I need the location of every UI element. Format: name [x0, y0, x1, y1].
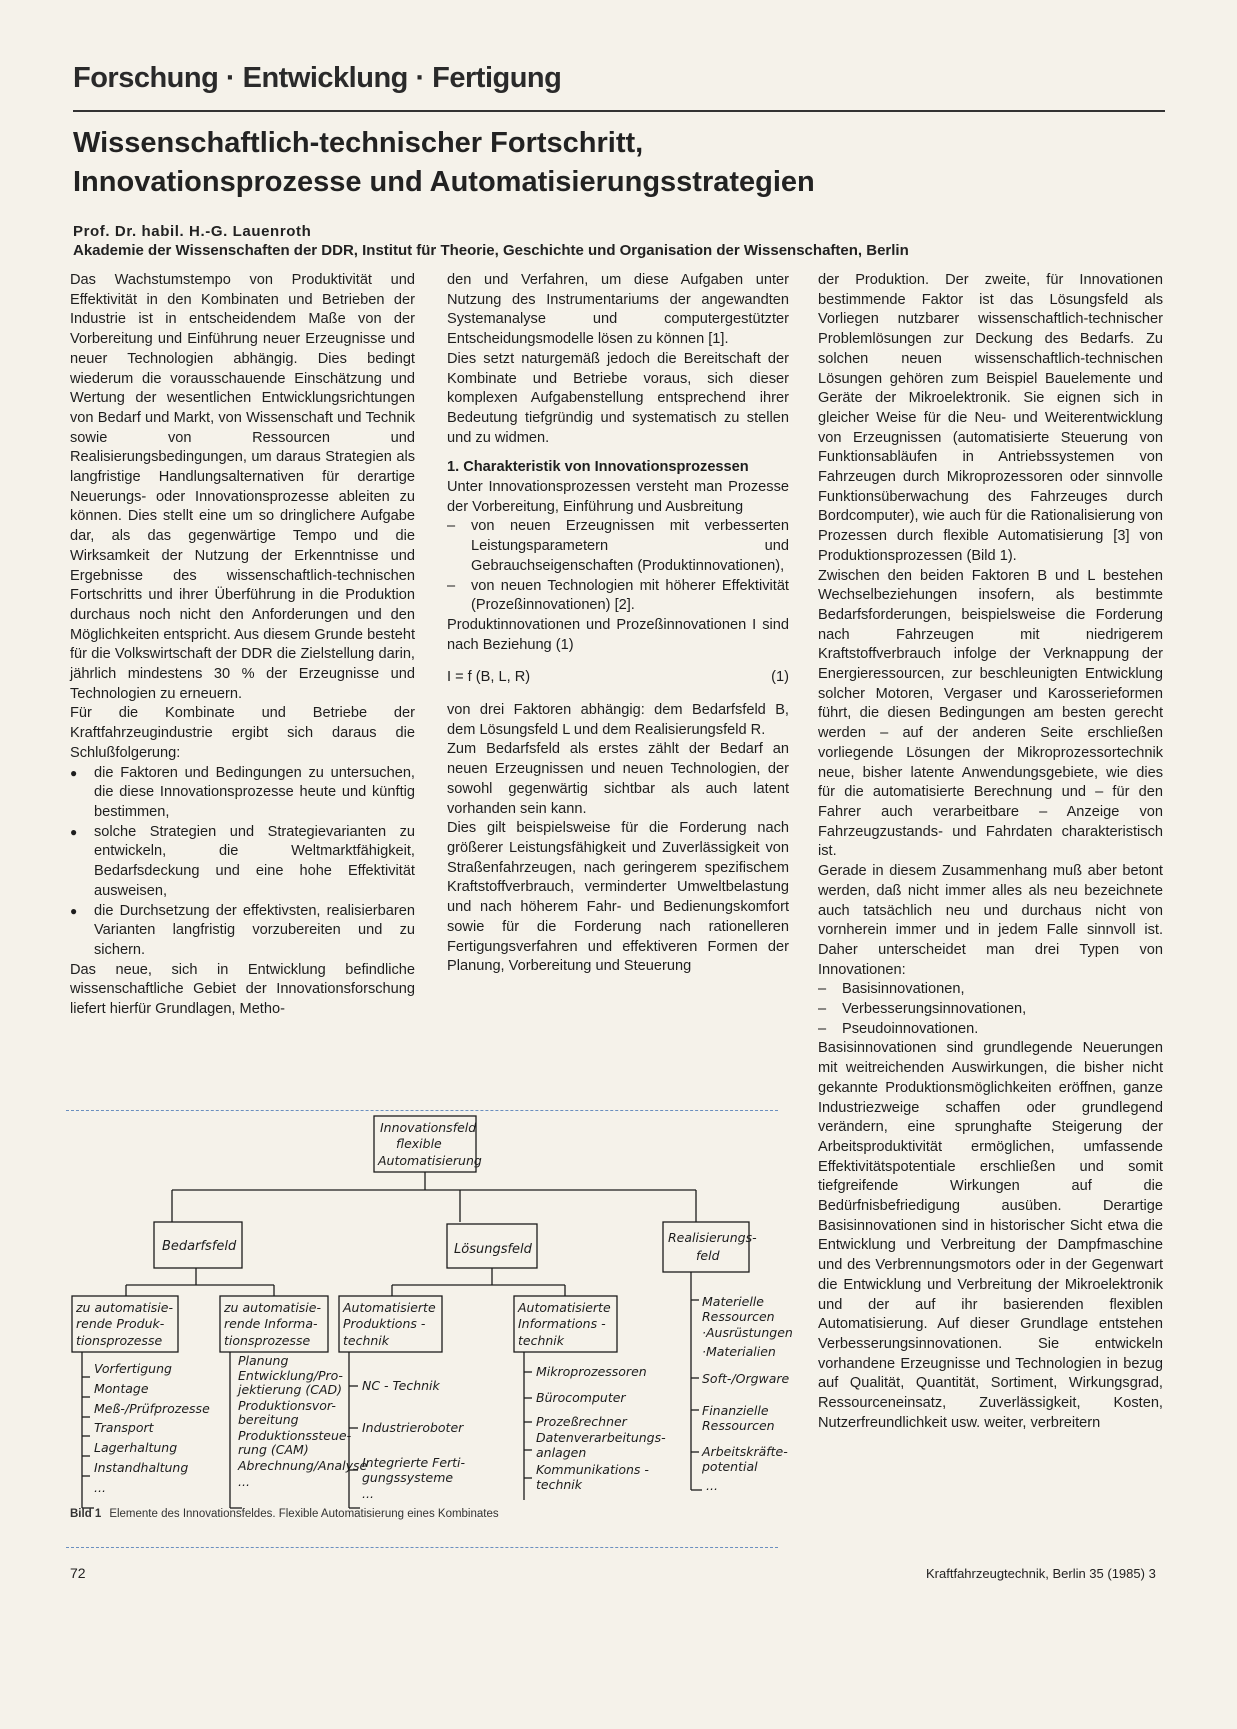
paragraph: Dies setzt naturgemäß jedoch die Bereitschaft der Kombinate und Betriebe voraus, sich dieser komplexen Aufgabenstellung entsprechend ihrer Bedeutung tiefgründig und systematisch zu stellen und zu widmen.	[447, 350, 789, 446]
list-item: Planung	[238, 1353, 289, 1368]
paragraph: Dies gilt beispielsweise für die Forderung nach größerer Leistungsfähigkeit und Zuverlässigkeit von Straßenfahrzeugen, nach geringerem spezifischem Kraftstoffverbrauch, verminderter Umweltbelastung und nach höherem Fahr- und Bedienungskomfort sowie für die Forderung nach rationelleren Fertigungsverfahren und effektiveren Formen der Planung, Vorbereitung und Steuerung	[447, 820, 789, 975]
dash-item: – Basisinnovationen,	[818, 980, 1163, 1000]
journal-reference: Kraftfahrzeugtechnik, Berlin 35 (1985) 3	[926, 1566, 1156, 1581]
ai-tech-label-2: Informations -	[518, 1316, 606, 1331]
list-item: Meß-/Prüfprozesse	[94, 1401, 210, 1416]
list-item: Mikroprozessoren	[536, 1364, 647, 1379]
caption-label: Bild 1	[70, 1508, 102, 1520]
header-rule	[73, 110, 1165, 112]
list-item: Materielle	[702, 1294, 764, 1309]
bedarfsfeld-label: Bedarfsfeld	[162, 1239, 237, 1254]
list-item: Finanzielle	[702, 1403, 769, 1418]
paragraph: Gerade in diesem Zusammenhang muß aber betont werden, daß nicht immer alles als neu bezeichnete auch tatsächlich neu und durchaus nicht von vornherein immer und in jedem Falle sinnvoll ist. Daher unterscheidet man drei Typen von Innovationen:	[818, 863, 1163, 978]
figure-rule-bottom	[66, 1547, 778, 1548]
list-item: ·Materialien	[702, 1344, 776, 1359]
paragraph: Für die Kombinate und Betriebe der Kraftfahrzeugindustrie ergibt sich daraus die Schlußfolgerung:	[70, 705, 415, 761]
list-item: Datenverarbeitungs-	[536, 1430, 666, 1445]
list-item: Prozeßrechner	[536, 1414, 627, 1429]
paragraph: Unter Innovationsprozessen versteht man Prozesse der Vorbereitung, Einführung und Ausbreitung	[447, 479, 789, 515]
list-item: anlagen	[536, 1445, 587, 1460]
text-column-3	[818, 271, 1163, 1433]
paragraph: Das neue, sich in Entwicklung befindliche wissenschaftliche Gebiet der Innovationsforschung liefert hierfür Grundlagen, Metho-	[70, 961, 415, 1018]
list-item: Vorfertigung	[94, 1361, 172, 1376]
bullet-list	[70, 764, 415, 961]
section-heading: Forschung · Entwicklung · Fertigung	[73, 62, 562, 94]
list-item: potential	[702, 1459, 758, 1474]
list-item: Abrechnung/Analyse	[238, 1458, 368, 1473]
paragraph: von drei Faktoren abhängig: dem Bedarfsfeld B, dem Lösungsfeld L und dem Realisierungsfeld R.	[447, 702, 789, 738]
list-item: Arbeitskräfte-	[702, 1444, 788, 1459]
dash-list	[818, 980, 1163, 1039]
list-item: gungssysteme	[362, 1470, 454, 1485]
auto-prod-label-2: rende Produk-	[76, 1316, 165, 1331]
list-item: jektierung (CAD)	[238, 1382, 343, 1397]
author-affiliation: Akademie der Wissenschaften der DDR, Institut für Theorie, Geschichte und Organisation der Wissenschaften, Berlin	[73, 242, 909, 259]
ap-tech-label-3: technik	[343, 1333, 390, 1348]
ap-tech-label-2: Produktions -	[343, 1316, 426, 1331]
caption-text: Elemente des Innovationsfeldes. Flexible Automatisierung eines Kombinates	[109, 1508, 499, 1520]
list-item: ...	[94, 1480, 106, 1495]
dash-item: – Pseudoinnovationen.	[818, 1020, 1163, 1040]
list-item: Produktionsvor-	[238, 1398, 336, 1413]
auto-prod-label-1: zu automatisie-	[76, 1300, 173, 1315]
dash-item: – Verbesserungsinnovationen,	[818, 1000, 1163, 1020]
list-item: Transport	[94, 1420, 154, 1435]
ai-tech-label-1: Automatisierte	[518, 1300, 611, 1315]
list-item: Industrieroboter	[362, 1420, 464, 1435]
equation	[447, 668, 789, 688]
list-item: ...	[238, 1474, 250, 1489]
list-item: Produktionssteue-	[238, 1428, 352, 1443]
paragraph: Produktinnovationen und Prozeßinnovationen I sind nach Beziehung (1)	[447, 616, 789, 653]
list-item: Kommunikations -	[536, 1462, 649, 1477]
paragraph: der Produktion. Der zweite, für Innovationen bestimmende Faktor ist das Lösungsfeld als Vorliegen nutzbarer wissenschaftlich-technischer Problemlösungen zur Deckung des Bedarfs. Zu solchen neuen wissenschaftlich-technischen Lösungen gehören zum Beispiel Bauelemente und Geräte der Mikroelektronik. Sie eignen sich in gleicher Weise für die Neu- und Weiterentwicklung von Erzeugnissen (automatisierte Steuerung von Funktionsabläufen in Antriebssystemen von Fahrzeugen durch Mikroprozessoren oder sinnvolle Funktionsüberwachung des Fahrzeuges durch Bordcomputer), wie auch für die Rationalisierung von Prozessen durch flexible Automatisierung [3] von Produktionsprozessen (Bild 1).	[818, 272, 1163, 564]
title-line-2: Innovationsprozesse und Automatisierungsstrategien	[73, 166, 815, 198]
auto-prod-label-3: tionsprozesse	[76, 1333, 163, 1348]
bullet-item: ● solche Strategien und Strategievarianten zu entwickeln, die Weltmarktfähigkeit, Bedarfsdeckung und eine hohe Effektivität ausweisen,	[70, 823, 415, 902]
figure-caption	[70, 1508, 499, 1520]
root-label-1: Innovationsfeld	[380, 1120, 477, 1135]
paragraph: Zum Bedarfsfeld als erstes zählt der Bedarf an neuen Erzeugnissen und neuen Technologien, der sowohl gegenwärtig sichtbar als auch latent vorhanden sein kann.	[447, 741, 789, 817]
bullet-item: ● die Durchsetzung der effektivsten, realisierbaren Varianten langfristig vorzubereiten und zu sichern.	[70, 902, 415, 961]
figure-1-diagram	[66, 1110, 793, 1520]
list-item: bereitung	[238, 1412, 299, 1427]
list-item: Soft-/Orgware	[702, 1371, 790, 1386]
bullet-item: ● die Faktoren und Bedingungen zu untersuchen, die diese Innovationsprozesse heute und künftig bestimmen,	[70, 764, 415, 823]
list-item: Entwicklung/Pro-	[238, 1368, 343, 1383]
equation-formula: I = f (B, L, R)	[447, 669, 531, 686]
list-item: Lagerhaltung	[94, 1440, 178, 1455]
innovation-field-tree	[66, 1110, 793, 1510]
ai-tech-label-3: technik	[518, 1333, 565, 1348]
list-item: ...	[362, 1486, 374, 1501]
list-item: Ressourcen	[702, 1418, 775, 1433]
root-label-2: flexible	[396, 1136, 442, 1151]
loesungsfeld-label: Lösungsfeld	[454, 1242, 532, 1257]
list-item: Integrierte Ferti-	[362, 1455, 466, 1470]
equation-number: (1)	[771, 669, 789, 686]
list-item: ...	[706, 1478, 718, 1493]
auto-info-label-1: zu automatisie-	[224, 1300, 321, 1315]
ap-tech-label-1: Automatisierte	[343, 1300, 436, 1315]
list-item: rung (CAM)	[238, 1442, 309, 1457]
list-item: Montage	[94, 1381, 149, 1396]
dash-item: – von neuen Technologien mit höherer Effektivität (Prozeßinnovationen) [2].	[447, 577, 789, 616]
paragraph: Das Wachstumstempo von Produktivität und Effektivität in den Kombinaten und Betrieben der Industrie ist in entscheidendem Maße von der Vorbereitung und Einführung neuer Erzeugnisse und neuer Technologien abhängig. Dies bedingt wiederum die vorausschauende Einschätzung und Wertung der wesentlichen Entwicklungsrichtungen von Bedarf und Markt, von Wissenschaft und Technik sowie von Ressourcen und Realisierungsbedingungen, um daraus Strategien als langfristige Handlungsalternativen für derartige Neuerungs- oder Innovationsprozesse ableiten zu können. Dies stellt eine um so dringlichere Aufgabe dar, als das gegenwärtige Tempo und die Wirksamkeit der Nutzung der Erkenntnisse und Ergebnisse des wissenschaftlich-technischen Fortschritts und ihrer Überführung in die Produktion durchaus noch nicht den Anforderungen und den Möglichkeiten entspricht. Aus diesem Grunde besteht für die Volkswirtschaft der DDR die Zielstellung darin, jährlich mindestens 30 % der Erzeugnisse und Technologien zu erneuern.	[70, 272, 415, 702]
root-label-3: Automatisierung	[378, 1153, 482, 1168]
dash-list	[447, 517, 789, 616]
auto-info-label-3: tionsprozesse	[224, 1333, 311, 1348]
paragraph: Basisinnovationen sind grundlegende Neuerungen mit weitreichenden Auswirkungen, die bisher nicht gekannte Produktionsmöglichkeiten eröffnen, ganze Industriezweige schaffen oder grundlegend verändern, eine sprunghafte Steigerung der Arbeitsproduktivität ermöglichen, umfassende Effektivitätspotentiale erschließen und somit tiefgreifende Wirkungen auf die Bedürfnisbefriedigung ausüben. Derartige Basisinnovationen sind in historischer Sicht etwa die Entwicklung und Verbreitung der Dampfmaschine und des Verbrennungsmotors oder in der Gegenwart die Entwicklung und Verbreitung der Mikroelektronik und der auf ihr basierenden flexiblen Automatisierung. Auf dieser Grundlage entstehen Verbesserungsinnovationen. Sie entwickeln vorhandene Erzeugnisse und Technologien in bezug auf Qualität, Quantität, Sortiment, Wirkungsgrad, Ressourceneinsatz, Zuverlässigkeit, Kosten, Nutzerfreundlichkeit usw. weiter, verbreitern	[818, 1040, 1163, 1431]
text-column-2	[447, 271, 789, 977]
article-title	[73, 124, 815, 202]
realisierungsfeld-label-1: Realisierungs-	[668, 1230, 757, 1245]
paragraph: den und Verfahren, um diese Aufgaben unter Nutzung des Instrumentariums der angewandten Systemanalyse und computergestützter Entscheidungsmodelle lösen zu können [1].	[447, 272, 789, 348]
list-item: ·Ausrüstungen	[702, 1325, 793, 1340]
list-item: NC - Technik	[362, 1378, 440, 1393]
list-item: Ressourcen	[702, 1309, 775, 1324]
dash-item: – von neuen Erzeugnissen mit verbesserten Leistungsparametern und Gebrauchseigenschaften (Produktinnovationen),	[447, 517, 789, 576]
text-column-1	[70, 271, 415, 1020]
author-name: Prof. Dr. habil. H.-G. Lauenroth	[73, 223, 312, 240]
list-item: Instandhaltung	[94, 1460, 189, 1475]
auto-info-label-2: rende Informa-	[224, 1316, 318, 1331]
title-line-1: Wissenschaftlich-technischer Fortschritt,	[73, 127, 644, 159]
paragraph: Zwischen den beiden Faktoren B und L bestehen Wechselbeziehungen insofern, als bestimmte Bedarfsforderungen, beispielsweise die Forderung nach Fahrzeugen mit niedrigerem Kraftstoffverbrauch infolge der Verknappung der Energieressourcen, zur beschleunigten Entwicklung solcher Motoren, Vergaser und Karosserieformen führt, die diesen Bedingungen am besten gerecht werden – auf der anderen Seite erschließen vorliegende Lösungen der Mikroprozessortechnik neue, bisher latente Anwendungsgebiete, wie dies für die automatisierte Berechnung und – für den Fahrer auch verarbeitbare – Anzeige von Fahrzeugzustands- und Fahrdaten charakteristisch ist.	[818, 567, 1163, 860]
section-heading-1: 1. Charakteristik von Innovationsprozessen	[447, 459, 749, 476]
realisierungsfeld-label-2: feld	[696, 1248, 720, 1263]
author-block	[73, 222, 909, 260]
list-item: technik	[536, 1477, 583, 1492]
list-item: Bürocomputer	[536, 1390, 626, 1405]
page-number: 72	[70, 1565, 86, 1581]
